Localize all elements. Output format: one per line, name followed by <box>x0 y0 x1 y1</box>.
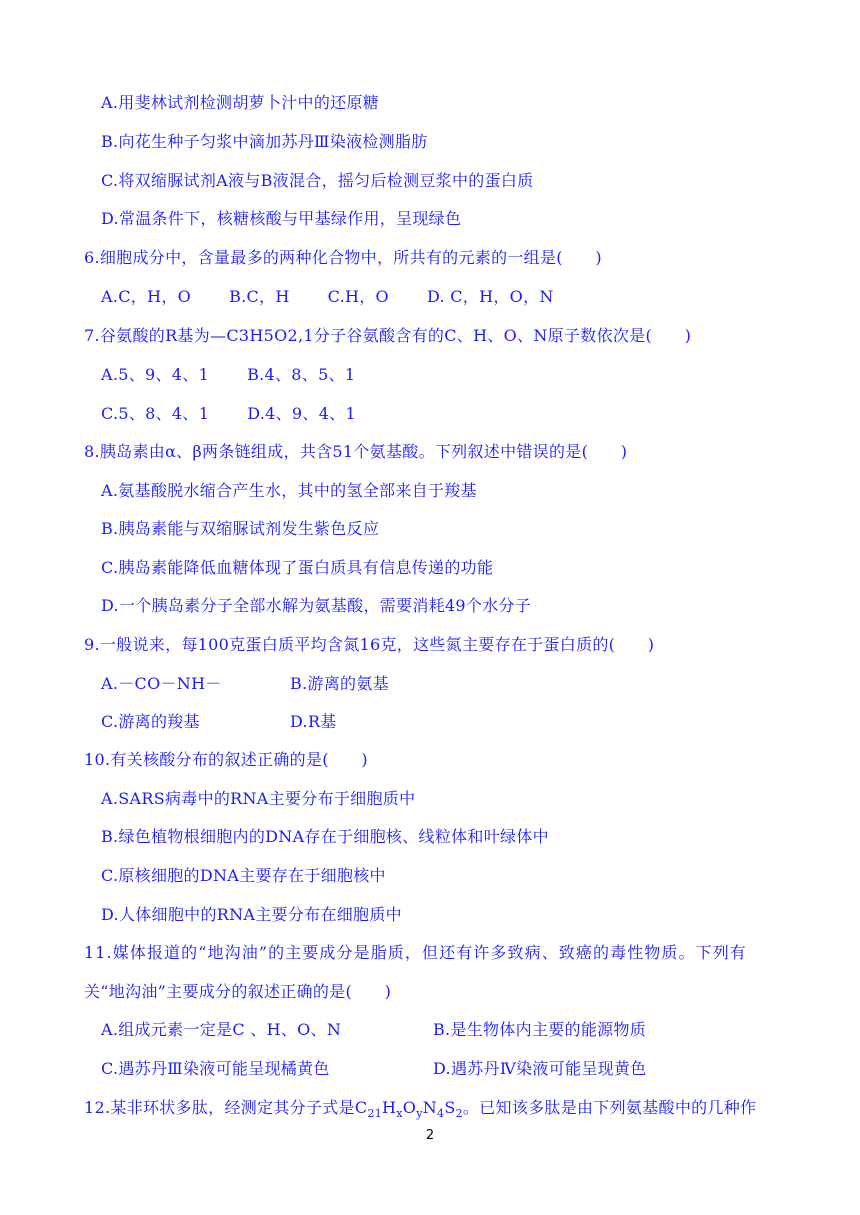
q8-option-a: A.氨基酸脱水缩合产生水，其中的氢全部来自于羧基 <box>101 481 477 500</box>
q10-option-c: C.原核细胞的DNA主要存在于细胞核中 <box>101 866 386 885</box>
q10-option-d: D.人体细胞中的RNA主要分布在细胞质中 <box>101 905 402 924</box>
q8-option-d: D.一个胰岛素分子全部水解为氨基酸，需要消耗49个水分子 <box>101 596 532 615</box>
q11-option-b: B.是生物体内主要的能源物质 <box>433 1020 647 1039</box>
q12-sub-c: 21 <box>367 1107 382 1120</box>
question-11-line1: 11.媒体报道的“地沟油”的主要成分是脂质，但还有许多致病、致癌的毒性物质。下列有 <box>84 943 747 962</box>
q6-option-b: B.C，H <box>229 287 290 306</box>
q7-options-row1 <box>101 365 355 385</box>
q12-formula-s: S <box>444 1098 456 1117</box>
q5-option-b: B.向花生种子匀浆中滴加苏丹Ⅲ染液检测脂肪 <box>101 132 428 151</box>
question-11-line2: 关“地沟油”主要成分的叙述正确的是( ) <box>84 982 392 1001</box>
q6-options <box>101 287 554 307</box>
q12-formula-h: H <box>382 1098 397 1117</box>
q7-option-c: C.5、8、4、1 <box>101 404 210 423</box>
q7-options-row2 <box>101 404 356 424</box>
q5-option-a: A.用斐林试剂检测胡萝卜汁中的还原糖 <box>101 93 380 112</box>
q12-prefix: 12.某非环状多肽，经测定其分子式是C <box>84 1098 368 1117</box>
q9-option-d: D.R基 <box>290 712 337 731</box>
q7-option-a: A.5、9、4、1 <box>101 365 210 384</box>
q11-options-row2 <box>101 1059 647 1079</box>
q11-option-d: D.遇苏丹Ⅳ染液可能呈现黄色 <box>433 1059 647 1078</box>
question-12-line1 <box>84 1098 756 1118</box>
q7-option-d: D.4、9、4、1 <box>247 404 356 423</box>
q8-option-c: C.胰岛素能降低血糖体现了蛋白质具有信息传递的功能 <box>101 558 494 577</box>
q9-options-row1 <box>101 674 389 694</box>
q12-suffix: 。已知该多肽是由下列氨基酸中的几种作 <box>462 1098 757 1117</box>
q6-option-c: C.H，O <box>327 287 389 306</box>
q12-formula-n: N <box>422 1098 438 1117</box>
q11-options-row1 <box>101 1020 646 1040</box>
q11-option-a: A.组成元素一定是C 、H、O、N <box>101 1020 342 1039</box>
q9-option-a: A.－CO－NH－ <box>101 674 222 693</box>
q5-option-c: C.将双缩脲试剂A液与B液混合，摇匀后检测豆浆中的蛋白质 <box>101 171 534 190</box>
q5-option-d: D.常温条件下，核糖核酸与甲基绿作用，呈现绿色 <box>101 209 462 228</box>
q6-option-a: A.C，H，O <box>101 287 192 306</box>
q10-option-b: B.绿色植物根细胞内的DNA存在于细胞核、线粒体和叶绿体中 <box>101 827 549 846</box>
q8-option-b: B.胰岛素能与双缩脲试剂发生紫色反应 <box>101 519 380 538</box>
q11-option-c: C.遇苏丹Ⅲ染液可能呈现橘黄色 <box>101 1059 330 1078</box>
q12-sub-n: 4 <box>437 1107 445 1120</box>
q12-sub-h: x <box>396 1107 403 1120</box>
q6-option-d: D. C，H，O，N <box>426 287 554 306</box>
q10-option-a: A.SARS病毒中的RNA主要分布于细胞质中 <box>101 789 416 808</box>
question-9: 9.一般说来，每100克蛋白质平均含氮16克，这些氮主要存在于蛋白质的( ) <box>84 635 655 654</box>
question-6: 6.细胞成分中，含量最多的两种化合物中，所共有的元素的一组是( ) <box>84 248 602 267</box>
q12-formula-o: O <box>402 1098 417 1117</box>
question-8: 8.胰岛素由α、β两条链组成，共含51个氨基酸。下列叙述中错误的是( ) <box>84 442 628 461</box>
q9-option-c: C.游离的羧基 <box>101 712 200 731</box>
q9-option-b: B.游离的氨基 <box>290 674 389 693</box>
q12-sub-o: y <box>416 1107 423 1120</box>
page-number: 2 <box>425 1128 435 1143</box>
question-7: 7.谷氨酸的R基为—C3H5O2,1分子谷氨酸含有的C、H、O、N原子数依次是( ) <box>84 326 692 345</box>
q12-sub-s: 2 <box>455 1107 463 1120</box>
q9-options-row2 <box>101 712 337 732</box>
q7-option-b: B.4、8、5、1 <box>247 365 356 384</box>
question-10: 10.有关核酸分布的叙述正确的是( ) <box>84 750 368 769</box>
